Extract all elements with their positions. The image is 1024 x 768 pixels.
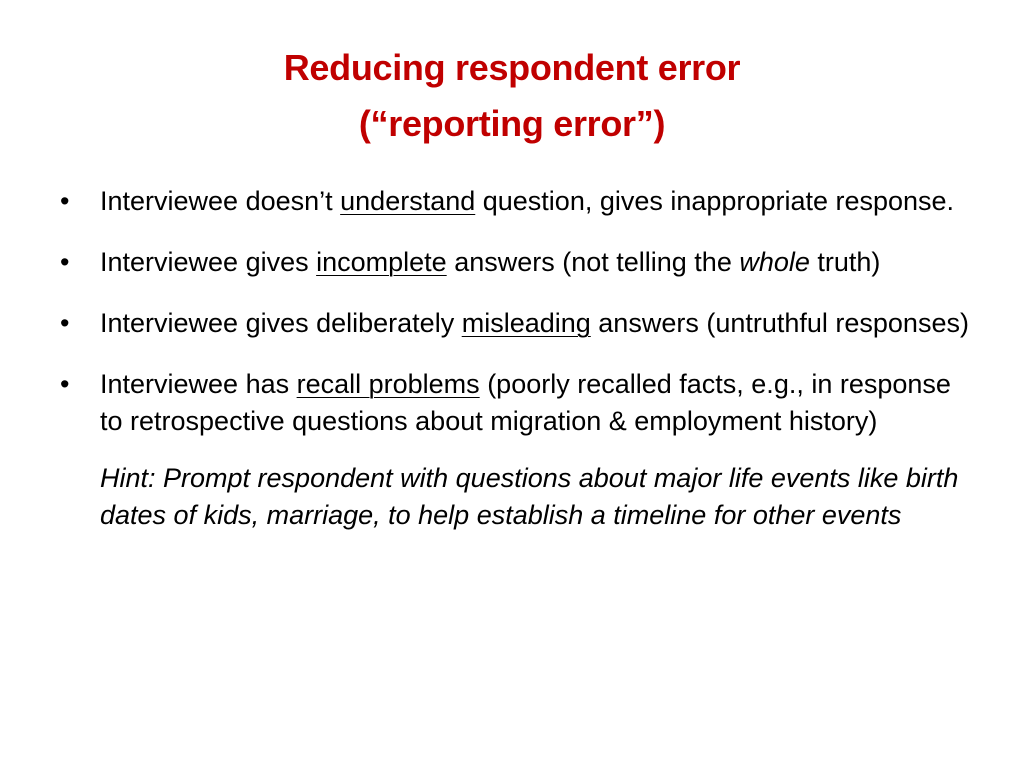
bullet-text-after: answers (not telling the [446,247,740,277]
bullet-text [100,247,880,277]
bullet-text [100,369,951,436]
bullet-marker: • [60,308,70,338]
hint-text: Hint: Prompt respondent with questions about major life events like birth dates of kids, marriage, to help establish a timeline for other events [100,463,959,530]
slide-title [60,40,964,152]
slide-title-line-1: Reducing respondent error [283,47,741,88]
bullet-text-after: question, gives inappropriate response. [475,186,955,216]
bullet-text-before: Interviewee doesn’t [100,186,341,216]
bullet-text-end: truth) [809,247,881,277]
bullet-marker: • [60,369,70,399]
bullet-text [100,186,954,216]
bullet-text [100,308,969,338]
bullet-text-after: answers (untruthful responses) [590,308,969,338]
underlined-term: misleading [461,308,591,338]
underlined-term: recall problems [296,369,480,399]
bullet-text-before: Interviewee has [100,369,297,399]
bullet-item-understand [60,183,975,220]
underlined-term: incomplete [316,247,447,277]
underlined-term: understand [340,186,476,216]
bullet-marker: • [60,186,70,216]
slide-title-line-2: (“reporting error”) [358,103,666,144]
bullet-item-incomplete [60,244,975,281]
bullet-item-recall [60,366,975,440]
italic-term: whole [739,247,810,277]
bullet-text-before: Interviewee gives deliberately [100,308,462,338]
bullet-text-after: (poorly recalled facts, e.g., in response to retrospective questions about migration & employment history) [100,369,951,436]
bullet-marker: • [60,247,70,277]
bullet-list [60,183,975,534]
bullet-item-misleading [60,305,975,342]
bullet-text-before: Interviewee gives [100,247,317,277]
